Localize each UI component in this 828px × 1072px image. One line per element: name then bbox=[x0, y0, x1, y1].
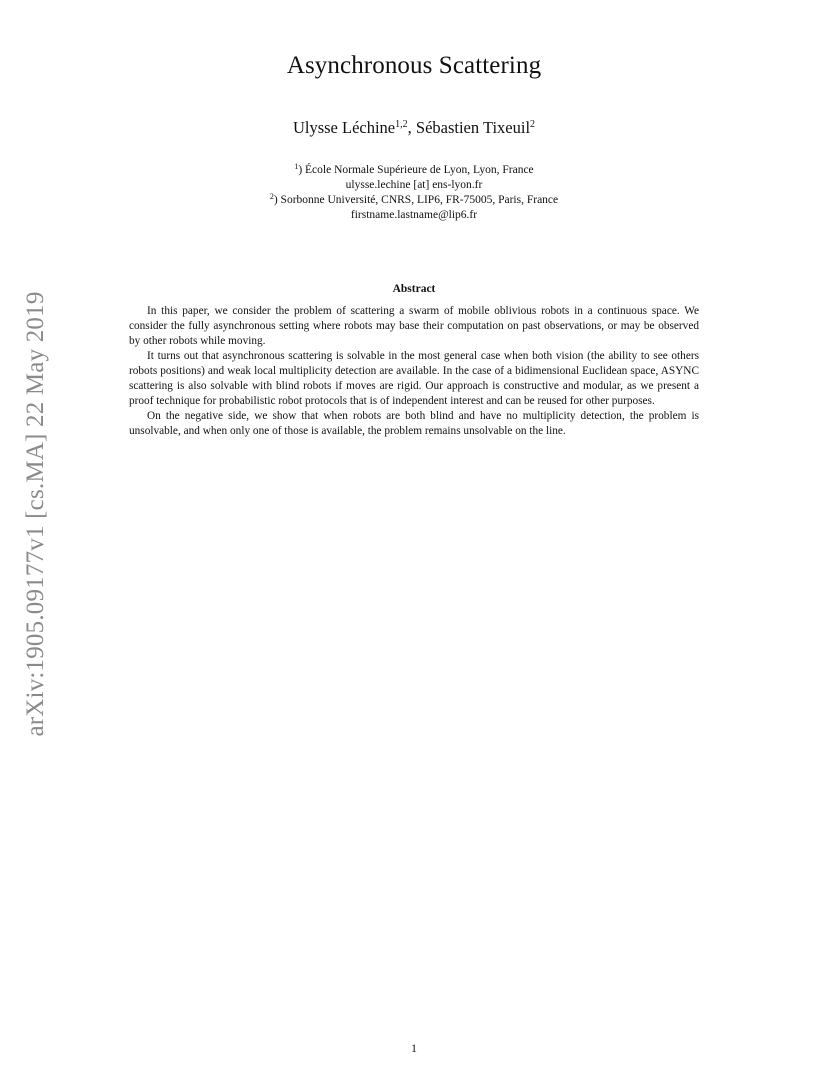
arxiv-stamp: arXiv:1905.09177v1 [cs.MA] 22 May 2019 bbox=[22, 291, 49, 737]
paper-title: Asynchronous Scattering bbox=[286, 52, 542, 79]
author-separator: , bbox=[407, 118, 416, 137]
affiliations bbox=[0, 163, 828, 223]
affiliation-line bbox=[0, 163, 828, 178]
author-affiliation-mark: 2 bbox=[530, 119, 536, 130]
author-list bbox=[0, 118, 828, 138]
abstract-paragraph: It turns out that asynchronous scattering is solvable in the most general case when both vision (the ability to see others robots positions) and weak local multiplicity detection are available. In the case of a bidimensional Euclidean space, ASYNC scattering is also solvable with blind robots if moves are rigid. Our approach is constructive and modular, as we present a proof technique for probabilistic robot protocols that is of independent interest and can be reused for other purposes. bbox=[129, 350, 699, 407]
affiliation-line bbox=[0, 193, 828, 208]
page-number: 1 bbox=[411, 1041, 417, 1055]
author-name: Sébastien Tixeuil bbox=[415, 118, 531, 137]
abstract-paragraph: On the negative side, we show that when robots are both blind and have no multiplicity detection, the problem is unsolvable, and when only one of those is available, the problem remains unsolvable on the line. bbox=[129, 410, 699, 437]
author-affiliation-mark: 1,2 bbox=[395, 119, 408, 130]
affiliation-text: ) École Normale Supérieure de Lyon, Lyon, France bbox=[298, 164, 534, 176]
abstract-heading: Abstract bbox=[392, 283, 436, 295]
affiliation-email: ulysse.lechine [at] ens-lyon.fr bbox=[345, 179, 483, 191]
affiliation-text: ) Sorbonne Université, CNRS, LIP6, FR-75005, Paris, France bbox=[273, 194, 559, 206]
affiliation-mark: 1 bbox=[294, 162, 299, 171]
affiliation-email: firstname.lastname@lip6.fr bbox=[350, 209, 478, 221]
abstract-body bbox=[129, 304, 699, 439]
affiliation-mark: 2 bbox=[269, 192, 274, 201]
author-name: Ulysse Léchine bbox=[292, 118, 396, 137]
abstract-paragraph: In this paper, we consider the problem of scattering a swarm of mobile oblivious robots in a continuous space. We consider the fully asynchronous setting where robots may base their computation on past observations, or may be observed by other robots while moving. bbox=[129, 305, 699, 347]
